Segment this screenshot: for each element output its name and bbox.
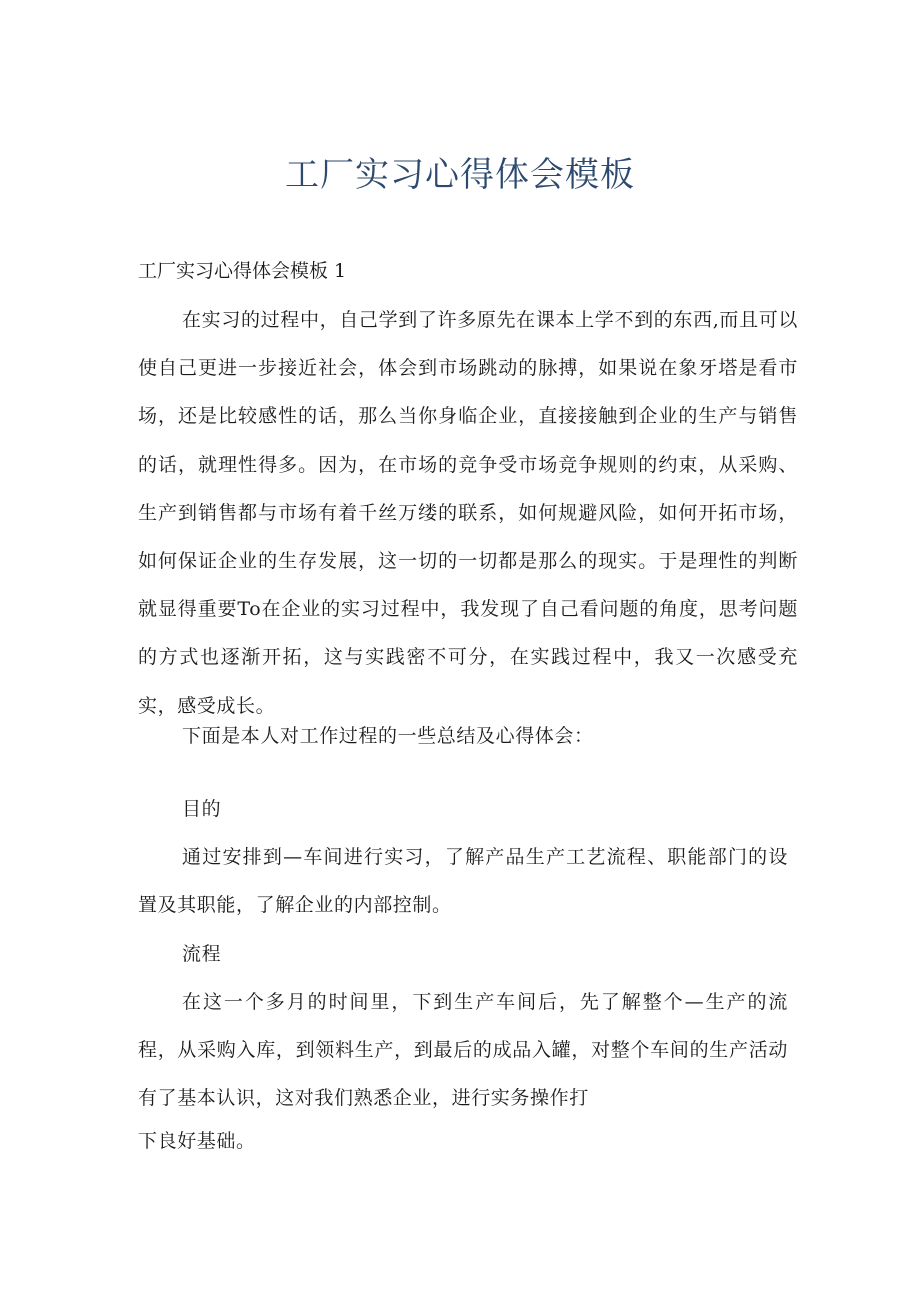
section-heading: 工厂实习心得体会模板 1	[138, 260, 347, 282]
document-title: 工厂实习心得体会模板	[285, 155, 635, 195]
paragraph-process: 在这一个多月的时间里，下到生产车间后，先了解整个—生产的流程，从采购入库，到领料生产，到最后的成品入罐，对整个车间的生产活动有了基本认识，这对我们熟悉企业，进行实务操作打	[138, 991, 788, 1110]
heading-process: 流程	[182, 943, 222, 965]
heading-purpose: 目的	[182, 798, 222, 820]
paragraph-purpose: 通过安排到—车间进行实习，了解产品生产工艺流程、职能部门的设置及其职能，了解企业的内部控制。	[138, 846, 788, 917]
paragraph-summary-lead: 下面是本人对工作过程的一些总结及心得体会：	[182, 725, 594, 747]
paragraph-intro: 在实习的过程中，自己学到了许多原先在课本上学不到的东西,而且可以使自己更进一步接近社会，体会到市场跳动的脉搏，如果说在象牙塔是看市场，还是比较感性的话，那么当你身临企业，直接接触到企业的生产与销售的话，就理性得多。因为，在市场的竞争受市场竞争规则的约束，从采购、生产到销售都与市场有着千丝万缕的联系，如何规避风险，如何开拓市场，如何保证企业的生存发展，这一切的一切都是那么的现实。于是理性的判断就显得重要To在企业的实习过程中，我发现了自己看问题的角度，思考问题的方式也逐渐开拓，这与实践密不可分，在实践过程中，我又一次感受充实，感受成长。	[138, 309, 798, 717]
paragraph-process-end: 下良好基础。	[138, 1130, 256, 1152]
